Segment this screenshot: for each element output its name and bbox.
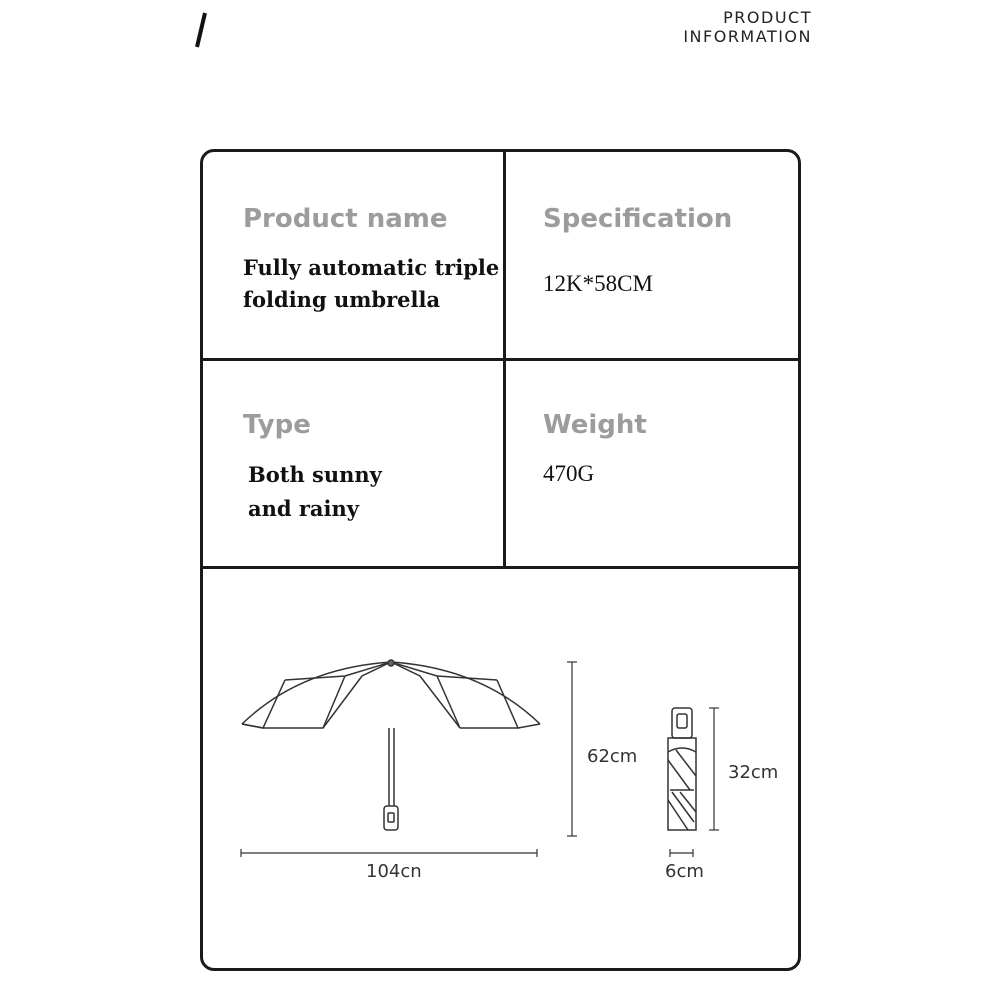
specification-label: Specification xyxy=(543,204,733,234)
folded-width-bracket xyxy=(670,849,693,857)
header-line-1: PRODUCT xyxy=(723,8,812,27)
weight-label: Weight xyxy=(543,410,647,440)
product-name-line-1: Fully automatic triple xyxy=(243,255,500,280)
folded-height-label: 32cm xyxy=(728,762,779,783)
open-width-label: 104cn xyxy=(366,861,422,882)
folded-height-bracket xyxy=(709,708,719,830)
type-line-1: Both sunny xyxy=(248,462,382,487)
type-label: Type xyxy=(243,410,311,440)
type-line-2: and rainy xyxy=(248,496,359,521)
folded-width-label: 6cm xyxy=(665,861,704,882)
folded-umbrella-icon xyxy=(668,708,696,830)
open-height-label: 62cm xyxy=(587,746,638,767)
open-width-bracket xyxy=(241,849,537,857)
product-name-line-2: folding umbrella xyxy=(243,287,441,312)
header-line-2: INFORMATION xyxy=(683,27,812,46)
open-umbrella-icon xyxy=(242,660,540,830)
weight-value: 470G xyxy=(543,461,595,486)
open-height-bracket xyxy=(567,662,577,836)
specification-value: 12K*58CM xyxy=(543,271,653,296)
product-name-label: Product name xyxy=(243,204,448,234)
